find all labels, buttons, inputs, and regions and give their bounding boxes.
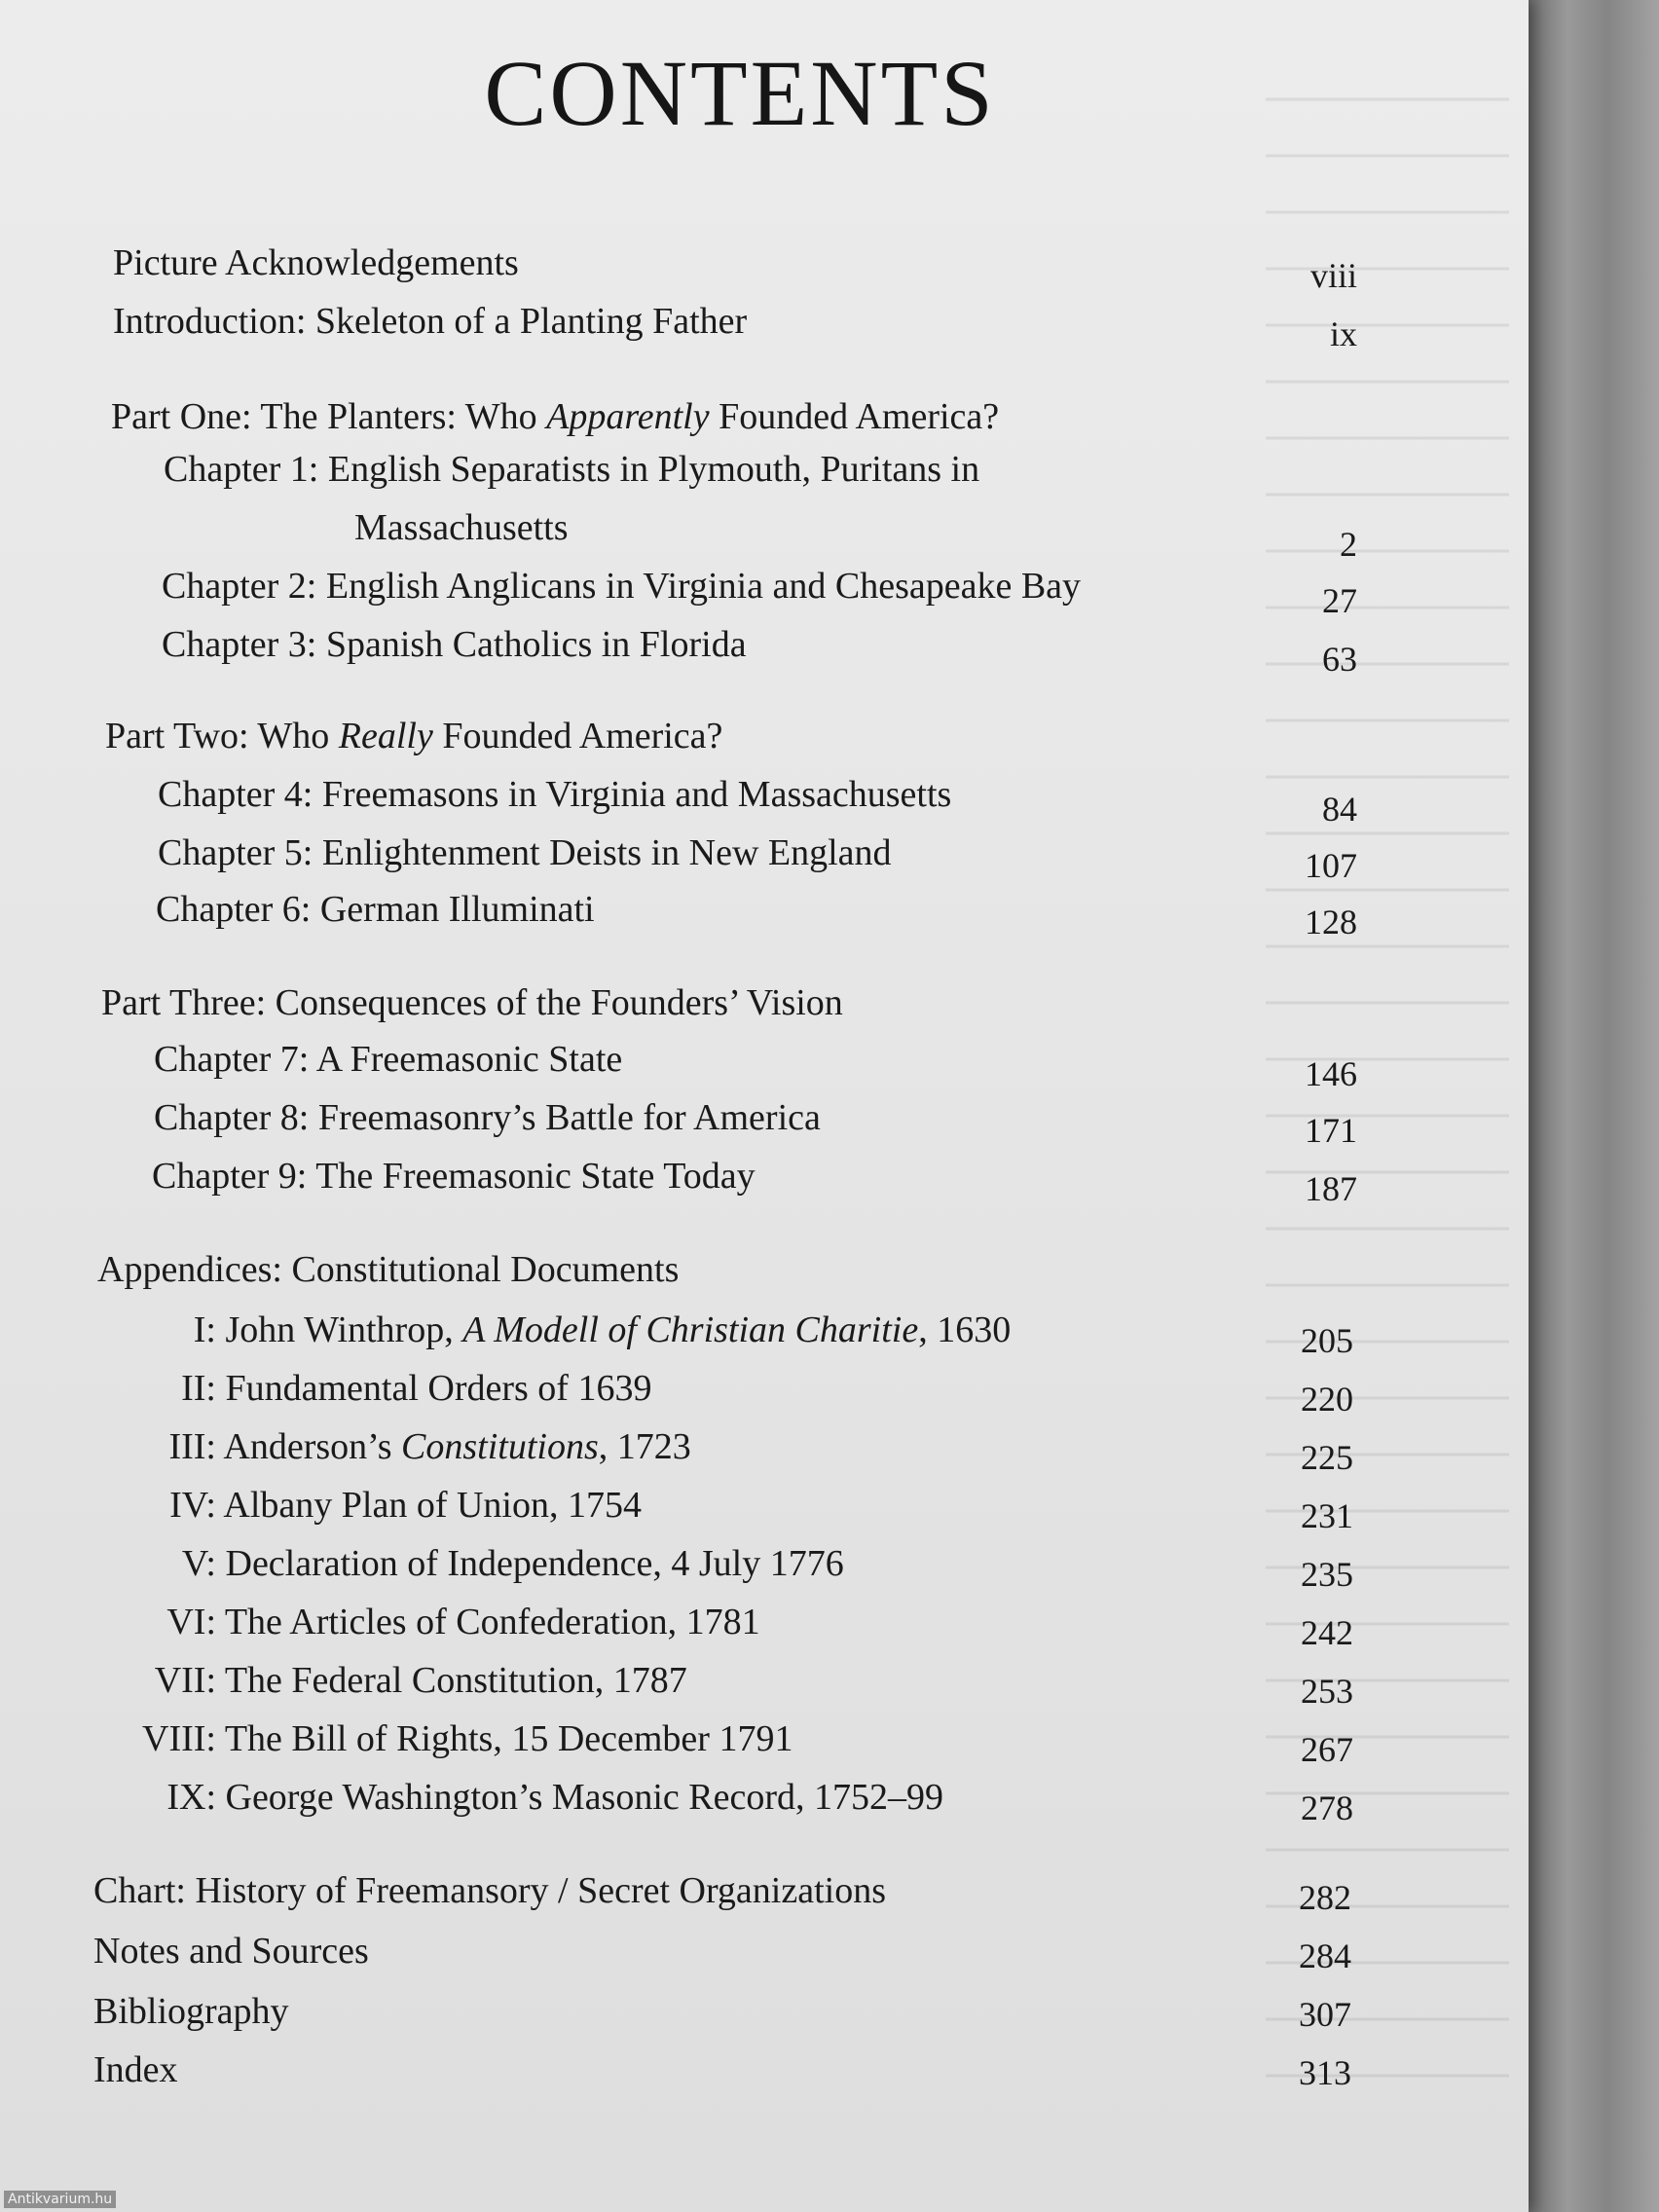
chapter-number: Chapter 8: (154, 1097, 310, 1138)
chapter-title: The Freemasonic State Today (315, 1156, 756, 1197)
toc-page-number: 63 (1322, 640, 1357, 679)
chapter-title: Spanish Catholics in Florida (325, 624, 747, 665)
chapter-title: A Freemasonic State (315, 1039, 623, 1080)
chapter-title: Freemasons in Virginia and Massachusetts (321, 774, 952, 815)
toc-entry (93, 1990, 289, 2046)
toc-entry (113, 300, 747, 356)
appendix-entry (109, 1425, 691, 1482)
toc-page-number: 84 (1322, 790, 1357, 829)
toc-page-number: 284 (1299, 1936, 1351, 1975)
appendix-entry (109, 1601, 760, 1657)
toc-entry (113, 241, 519, 298)
chapter-title: English Anglicans in Virginia and Chesapeake Bay (325, 566, 1082, 607)
chapter-number: Chapter 9: (152, 1156, 308, 1197)
toc-entry-label: Chart: History of Freemansory / Secret Organizations (93, 1870, 886, 1911)
appendix-entry (109, 1542, 844, 1599)
toc-page-number: 128 (1305, 903, 1357, 941)
appendix-number: VIII: (142, 1718, 216, 1759)
chapter-number: Chapter 4: (158, 774, 313, 815)
chapter-title: English Separatists in Plymouth, Puritans in (327, 449, 980, 490)
toc-page-number: 242 (1301, 1613, 1353, 1652)
chapter-title: German Illuminati (319, 889, 595, 930)
toc-page-number: 267 (1301, 1730, 1353, 1769)
chapter-entry (154, 1096, 821, 1153)
toc-page-number: 253 (1301, 1672, 1353, 1711)
toc-page-number: 2 (1340, 525, 1357, 564)
chapter-entry (154, 1038, 622, 1094)
chapter-entry (158, 831, 892, 888)
appendices-heading: Appendices: Constitutional Documents (97, 1249, 680, 1290)
toc-page-number: 220 (1301, 1380, 1353, 1419)
chapter-entry (152, 1155, 756, 1211)
chapter-number: Chapter 5: (158, 832, 313, 873)
toc-page-number: 27 (1322, 581, 1357, 620)
chapter-number: Chapter 6: (156, 889, 312, 930)
toc-page-number: viii (1309, 256, 1357, 295)
toc-page-number: 282 (1299, 1878, 1351, 1917)
chapter-number: Chapter 2: (162, 566, 317, 607)
part-two-heading: Part Two: Who Really Founded America? (105, 716, 723, 756)
chapter-number: Chapter 3: (162, 624, 317, 665)
chapter-entry (162, 565, 1081, 621)
toc-page-number: 107 (1305, 846, 1357, 885)
appendix-entry (109, 1659, 687, 1715)
appendix-title: Fundamental Orders of 1639 (225, 1368, 652, 1409)
chapter-number: Chapter 7: (154, 1039, 310, 1080)
appendix-title: The Bill of Rights, 15 December 1791 (224, 1718, 793, 1759)
chapter-entry (164, 448, 979, 504)
appendix-entry (109, 1776, 943, 1832)
toc-page-number: ix (1329, 314, 1357, 353)
toc-page-number: 187 (1305, 1169, 1357, 1208)
toc-page-number: 307 (1299, 1995, 1351, 2034)
part-one-heading: Part One: The Planters: Who Apparently Founded America? (111, 396, 1000, 437)
toc-entry (93, 1869, 886, 1926)
appendix-title: John Winthrop, A Modell of Christian Charitie, 1630 (225, 1309, 1012, 1350)
chapter-title: Enlightenment Deists in New England (321, 832, 892, 873)
appendix-title: Albany Plan of Union, 1754 (223, 1485, 642, 1526)
appendix-number: VII: (154, 1660, 216, 1701)
appendix-number: IX: (166, 1777, 216, 1818)
appendix-entry (109, 1717, 793, 1774)
toc-page-number: 205 (1301, 1321, 1353, 1360)
appendix-title: George Washington’s Masonic Record, 1752–99 (225, 1777, 943, 1818)
chapter-entry (162, 623, 747, 680)
chapter-title-continued: Massachusetts (354, 507, 569, 548)
appendix-number: III: (168, 1426, 216, 1467)
appendix-number: V: (181, 1543, 216, 1584)
appendix-title: Anderson’s Constitutions, 1723 (223, 1426, 691, 1467)
appendix-number: II: (181, 1368, 216, 1409)
toc-entry (93, 2048, 178, 2105)
toc-entry (93, 1930, 369, 1986)
appendix-title: The Articles of Confederation, 1781 (224, 1602, 760, 1642)
chapter-entry (156, 888, 595, 944)
appendix-title: The Federal Constitution, 1787 (224, 1660, 687, 1701)
toc-entry-label: Index (93, 2049, 178, 2090)
watermark-label: Antikvarium.hu (4, 2191, 116, 2208)
toc-page-number: 171 (1305, 1111, 1357, 1150)
chapter-title: Freemasonry’s Battle for America (317, 1097, 821, 1138)
part-three-heading: Part Three: Consequences of the Founders’ Vision (101, 982, 843, 1023)
appendix-entry (109, 1367, 651, 1423)
toc-entry-label: Bibliography (93, 1991, 289, 2032)
toc-page-number: 235 (1301, 1555, 1353, 1594)
toc-page-number: 225 (1301, 1438, 1353, 1477)
appendix-number: I: (193, 1309, 216, 1350)
toc-page-number: 313 (1299, 2053, 1351, 2092)
appendix-number: IV: (169, 1485, 216, 1526)
toc-page-number: 231 (1301, 1496, 1353, 1535)
book-edge-background (1529, 0, 1659, 2212)
toc-page-number: 278 (1301, 1788, 1353, 1827)
appendix-entry (109, 1309, 1011, 1365)
toc-entry-label: Picture Acknowledgements (113, 242, 519, 283)
toc-entry-label: Introduction: Skeleton of a Planting Father (113, 301, 748, 342)
appendix-number: VI: (166, 1602, 216, 1642)
toc-entry-label: Notes and Sources (93, 1931, 369, 1972)
toc-page-number: 146 (1305, 1054, 1357, 1093)
chapter-entry (158, 773, 951, 830)
appendix-entry (109, 1484, 642, 1540)
appendix-title: Declaration of Independence, 4 July 1776 (225, 1543, 844, 1584)
page-title: CONTENTS (484, 41, 996, 145)
chapter-number: Chapter 1: (164, 449, 319, 490)
